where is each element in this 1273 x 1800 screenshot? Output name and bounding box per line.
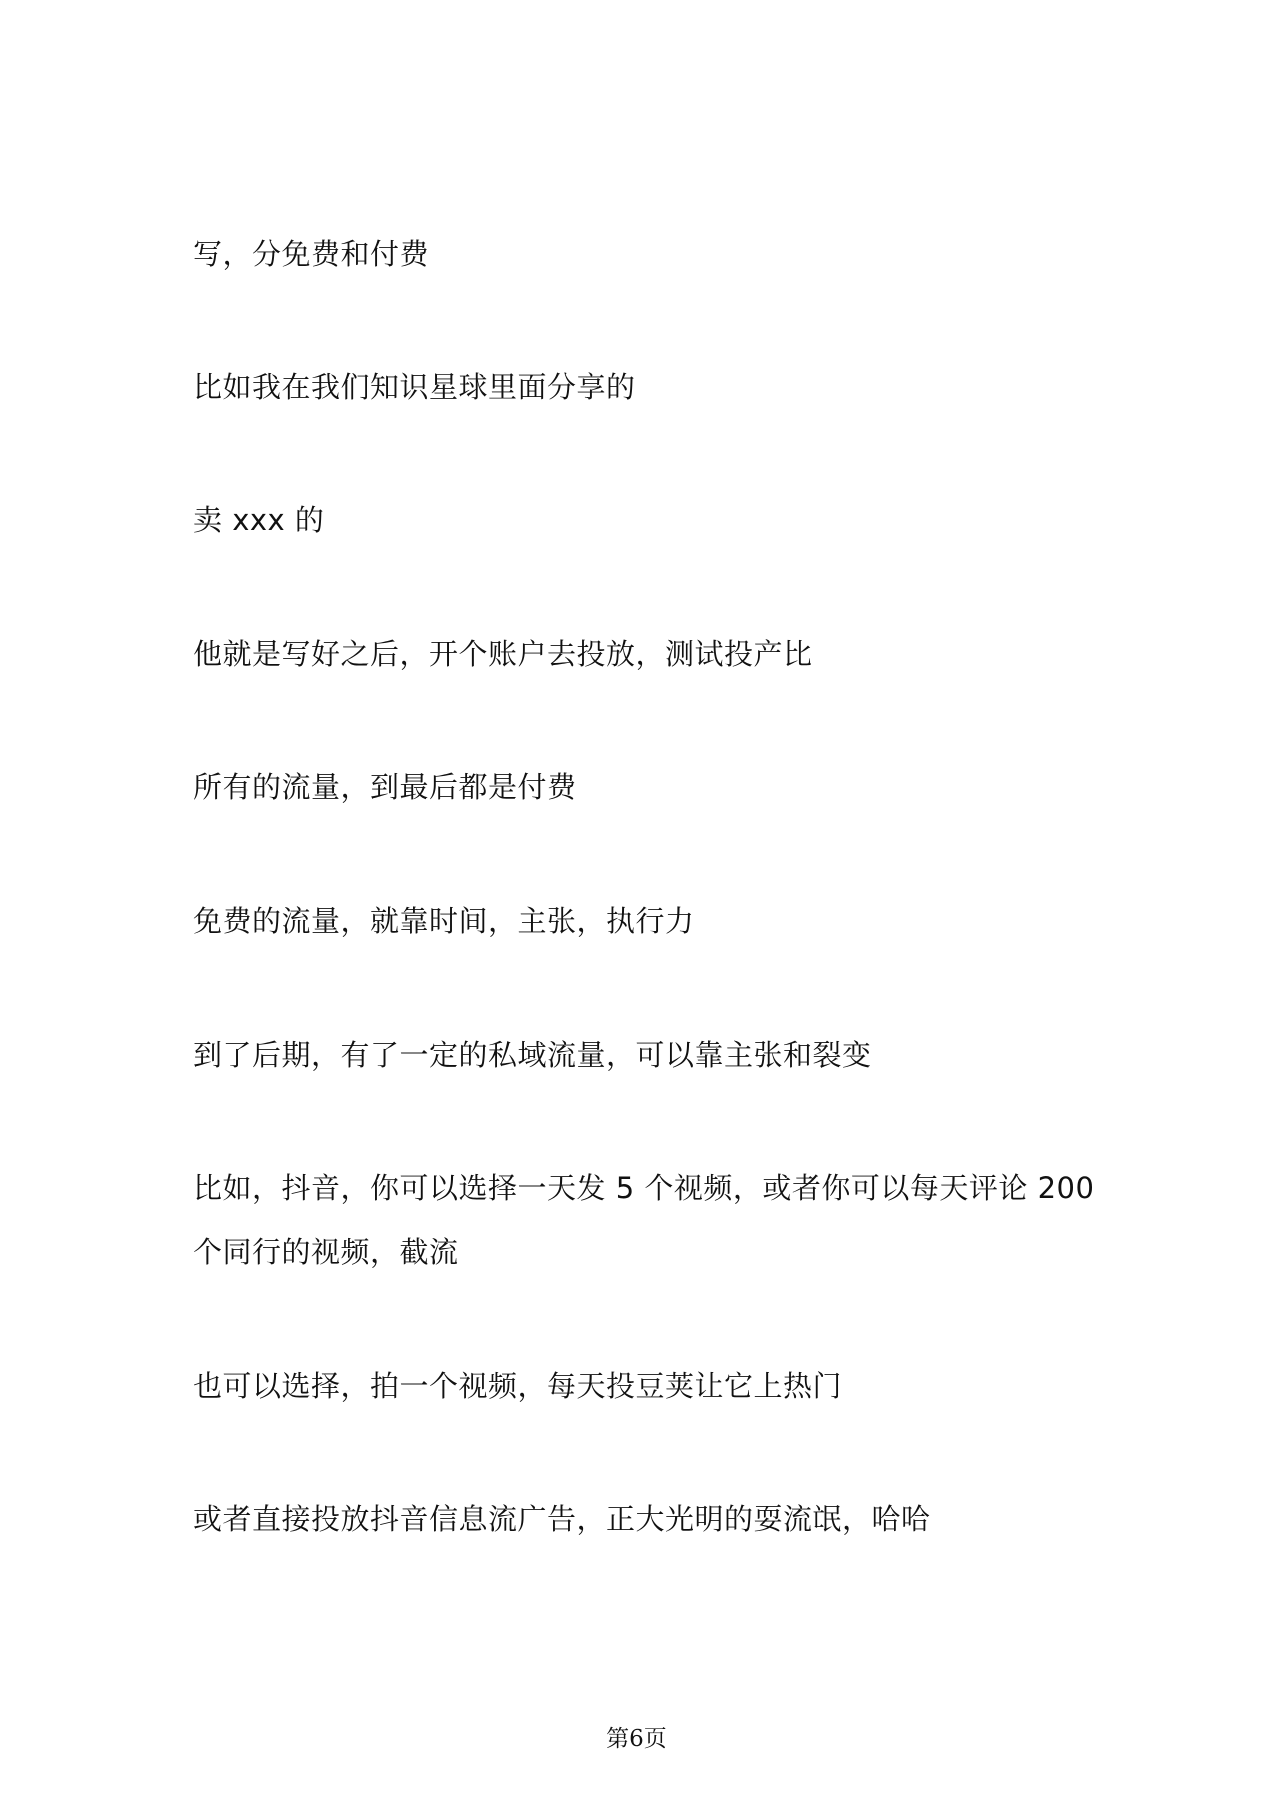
paragraph-line: 到了后期，有了一定的私域流量，可以靠主张和裂变 <box>193 1038 872 1072</box>
paragraph-line: 卖 xxx 的 <box>193 503 325 537</box>
paragraph-line: 他就是写好之后，开个账户去投放，测试投产比 <box>193 637 813 671</box>
paragraph-line: 也可以选择，拍一个视频，每天投豆荚让它上热门 <box>193 1369 843 1403</box>
paragraph-line: 所有的流量，到最后都是付费 <box>193 770 577 804</box>
paragraph-line: 写，分免费和付费 <box>193 237 430 271</box>
paragraph-line: 免费的流量，就靠时间，主张，执行力 <box>193 904 695 938</box>
paragraph-line: 个同行的视频，截流 <box>193 1235 459 1269</box>
paragraph-line: 比如我在我们知识星球里面分享的 <box>193 370 636 404</box>
paragraph-line: 或者直接投放抖音信息流广告，正大光明的耍流氓，哈哈 <box>193 1502 931 1536</box>
paragraph-line: 比如，抖音，你可以选择一天发 5 个视频，或者你可以每天评论 200 <box>193 1171 1095 1205</box>
page-number: 第6页 <box>606 1726 667 1752</box>
